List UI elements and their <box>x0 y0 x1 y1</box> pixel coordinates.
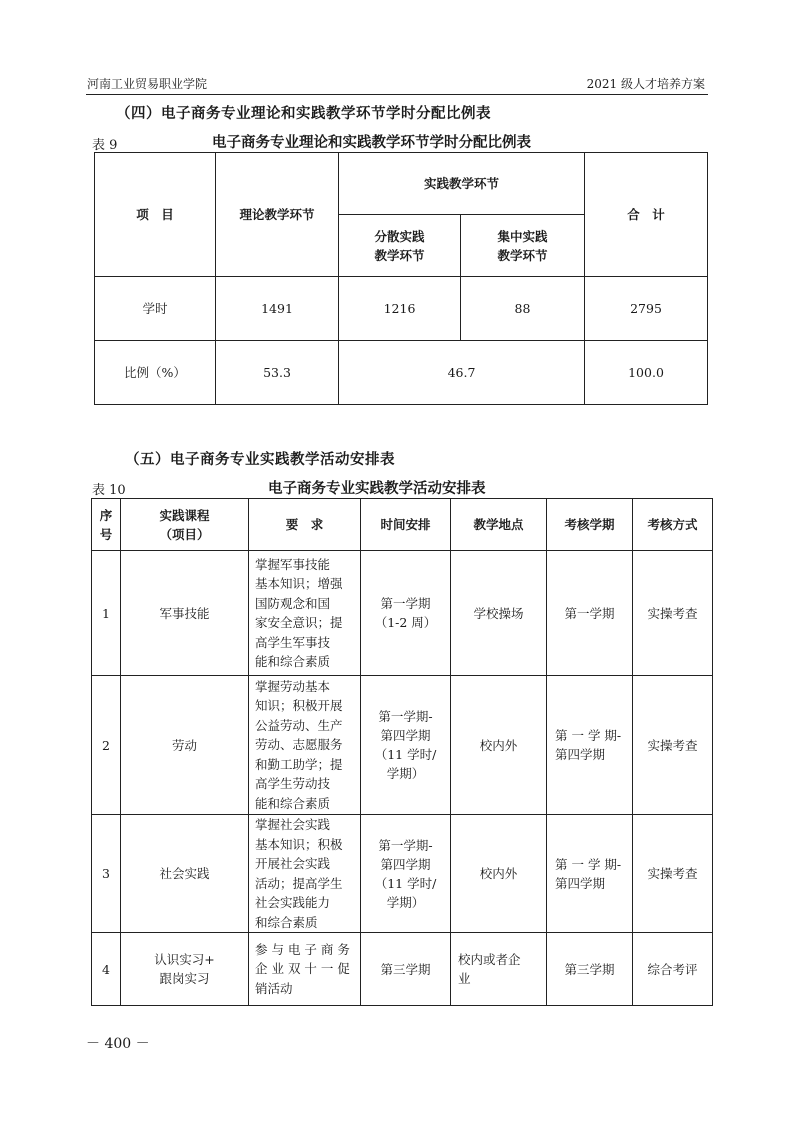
table-row <box>95 277 708 341</box>
header-term: 考核学期 <box>547 499 633 551</box>
cell-dispersed: 1216 <box>339 277 461 341</box>
cell-method: 综合考评 <box>633 933 713 1006</box>
cell-course: 社会实践 <box>121 815 249 933</box>
cell-time: 第三学期 <box>361 933 451 1006</box>
cell-no: 3 <box>92 815 121 933</box>
cell-time: 第一学期- 第四学期 （11 学时/ 学期） <box>361 815 451 933</box>
table-row <box>92 815 713 933</box>
cell-requirement: 掌握军事技能 基本知识；增强 国防观念和国 家安全意识；提 高学生军事技 能和综合素质 <box>249 551 361 676</box>
cell-total: 2795 <box>585 277 708 341</box>
cell-place: 校内外 <box>451 815 547 933</box>
header-school-name: 河南工业贸易职业学院 <box>87 77 208 91</box>
row-label: 学时 <box>95 277 216 341</box>
page-number: － 400 － <box>86 1036 150 1052</box>
section-4-title: （四）电子商务专业理论和实践教学环节学时分配比例表 <box>116 106 491 122</box>
table-row <box>92 676 713 815</box>
table-10-caption: 电子商务专业实践教学活动安排表 <box>268 481 486 497</box>
header-dispersed: 分散实践 教学环节 <box>339 215 461 277</box>
cell-term: 第 一 学 期- 第四学期 <box>547 815 633 933</box>
cell-concentrated: 88 <box>461 277 585 341</box>
header-no: 序 号 <box>92 499 121 551</box>
cell-requirement: 参 与 电 子 商 务 企 业 双 十 一 促 销活动 <box>249 933 361 1006</box>
header-requirement: 要 求 <box>249 499 361 551</box>
header-method: 考核方式 <box>633 499 713 551</box>
header-divider <box>86 94 708 95</box>
table-10-label: 表 10 <box>92 483 126 498</box>
cell-course: 认识实习+ 跟岗实习 <box>121 933 249 1006</box>
cell-time: 第一学期 （1-2 周） <box>361 551 451 676</box>
table-row <box>95 341 708 405</box>
cell-time: 第一学期- 第四学期 （11 学时/ 学期） <box>361 676 451 815</box>
cell-requirement: 掌握社会实践 基本知识；积极 开展社会实践 活动；提高学生 社会实践能力 和综合素质 <box>249 815 361 933</box>
cell-no: 1 <box>92 551 121 676</box>
hours-ratio-table <box>94 152 708 405</box>
header-course: 实践课程 （项目） <box>121 499 249 551</box>
cell-term: 第 一 学 期- 第四学期 <box>547 676 633 815</box>
cell-requirement: 掌握劳动基本 知识；积极开展 公益劳动、生产 劳动、志愿服务 和勤工助学；提 高学生劳动技 能和综合素质 <box>249 676 361 815</box>
header-concentrated: 集中实践 教学环节 <box>461 215 585 277</box>
cell-total: 100.0 <box>585 341 708 405</box>
cell-theory: 1491 <box>216 277 339 341</box>
header-item: 项 目 <box>95 153 216 277</box>
cell-no: 4 <box>92 933 121 1006</box>
cell-place: 校内或者企 业 <box>451 933 547 1006</box>
cell-place: 学校操场 <box>451 551 547 676</box>
cell-practice: 46.7 <box>339 341 585 405</box>
header-plan-title: 2021 级人才培养方案 <box>586 77 705 91</box>
cell-course: 军事技能 <box>121 551 249 676</box>
practice-schedule-table <box>91 498 713 1006</box>
cell-method: 实操考查 <box>633 676 713 815</box>
header-theory: 理论教学环节 <box>216 153 339 277</box>
cell-theory: 53.3 <box>216 341 339 405</box>
cell-term: 第三学期 <box>547 933 633 1006</box>
cell-term: 第一学期 <box>547 551 633 676</box>
cell-course: 劳动 <box>121 676 249 815</box>
header-place: 教学地点 <box>451 499 547 551</box>
table-row <box>92 551 713 676</box>
cell-method: 实操考查 <box>633 551 713 676</box>
header-time: 时间安排 <box>361 499 451 551</box>
table-row <box>92 933 713 1006</box>
header-practice: 实践教学环节 <box>339 153 585 215</box>
cell-method: 实操考查 <box>633 815 713 933</box>
cell-no: 2 <box>92 676 121 815</box>
table-9-caption: 电子商务专业理论和实践教学环节学时分配比例表 <box>212 135 531 151</box>
header-total: 合 计 <box>585 153 708 277</box>
row-label: 比例（%） <box>95 341 216 405</box>
cell-place: 校内外 <box>451 676 547 815</box>
section-5-title: （五）电子商务专业实践教学活动安排表 <box>125 452 395 468</box>
table-9-label: 表 9 <box>92 138 118 153</box>
